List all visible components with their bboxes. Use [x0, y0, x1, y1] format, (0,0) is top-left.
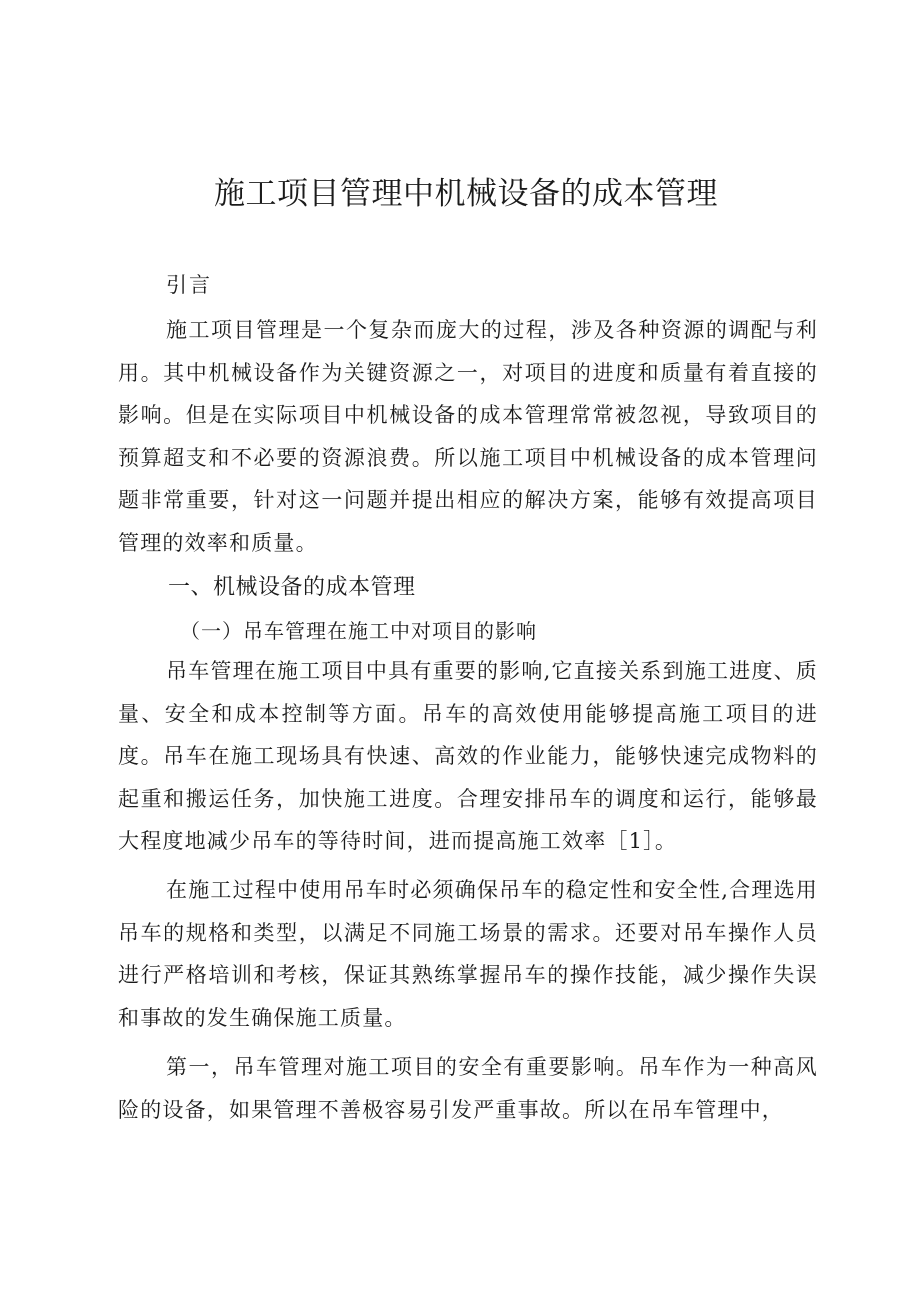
body-paragraph: 在施工过程中使用吊车时必须确保吊车的稳定性和安全性,合理选用吊车的规格和类型，以满足不同施工场景的需求。还要对吊车操作人员进行严格培训和考核，保证其熟练掌握吊车的操作技能，减少操作失误和事故的发生确保施工质量。	[118, 878, 818, 1030]
section-heading: 一、机械设备的成本管理	[168, 575, 416, 600]
intro-label: 引言	[166, 273, 212, 297]
document-title: 施工项目管理中机械设备的成本管理	[214, 176, 718, 212]
body-paragraph: 第一，吊车管理对施工项目的安全有重要影响。吊车作为一种高风险的设备，如果管理不善极容易引发严重事故。所以在吊车管理中，	[118, 1055, 818, 1122]
subsection-heading: （一）吊车管理在施工中对项目的影响	[180, 619, 537, 643]
intro-paragraph: 施工项目管理是一个复杂而庞大的过程，涉及各种资源的调配与利用。其中机械设备作为关键资源之一，对项目的进度和质量有着直接的影响。但是在实际项目中机械设备的成本管理常常被忽视，导致项目的预算超支和不必要的资源浪费。所以施工项目中机械设备的成本管理问题非常重要，针对这一问题并提出相应的解决方案，能够有效提高项目管理的效率和质量。	[118, 318, 818, 555]
body-paragraph: 吊车管理在施工项目中具有重要的影响,它直接关系到施工进度、质量、安全和成本控制等方面。吊车的高效使用能够提高施工项目的进度。吊车在施工现场具有快速、高效的作业能力，能够快速完成物料的起重和搬运任务，加快施工进度。合理安排吊车的调度和运行，能够最大程度地减少吊车的等待时间，进而提高施工效率［1］。	[118, 659, 818, 853]
